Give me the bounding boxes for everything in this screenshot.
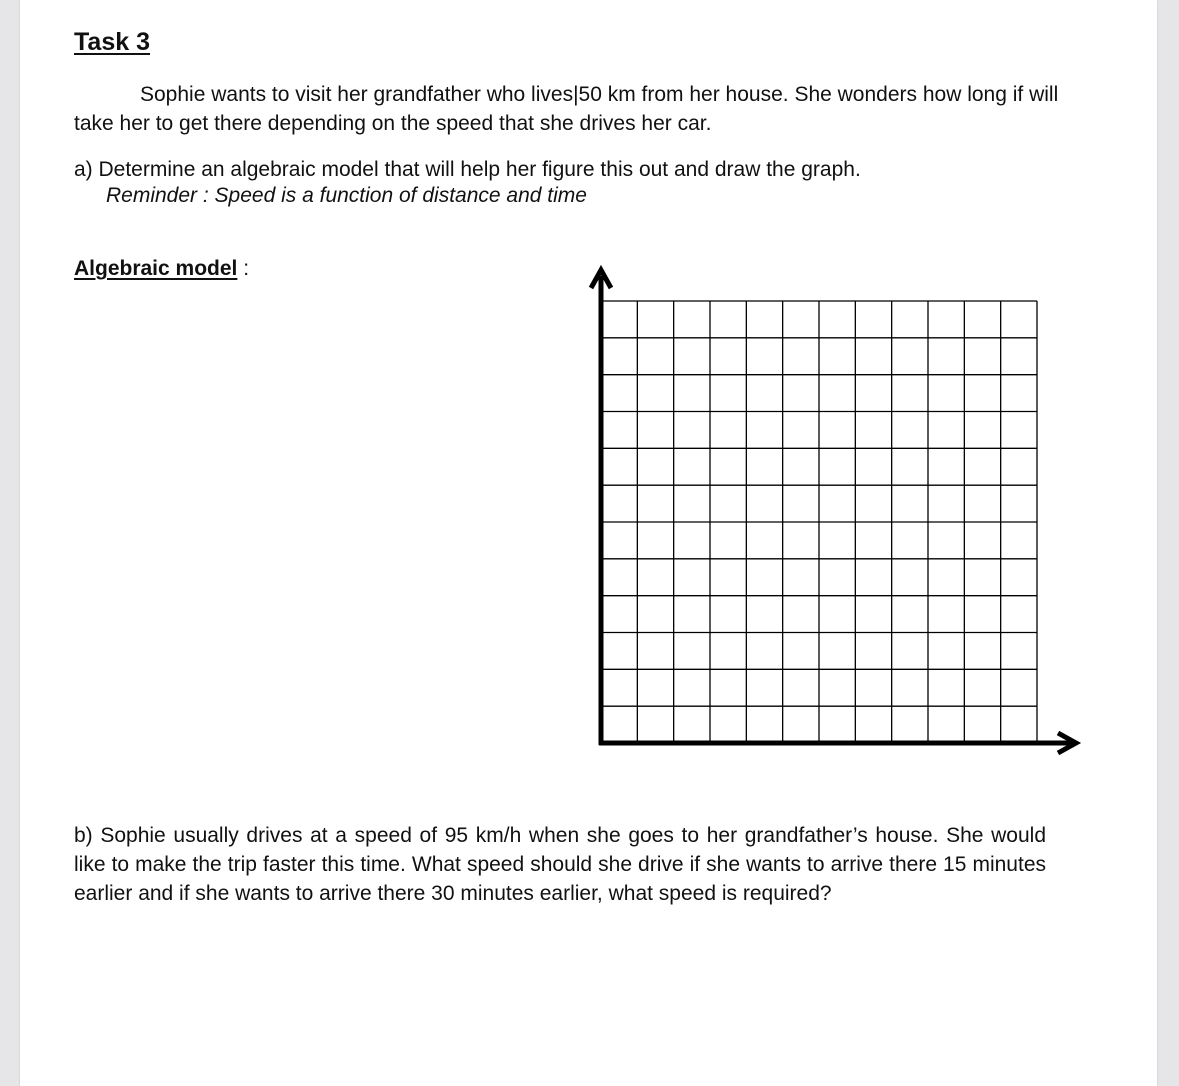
task-title: Task 3: [74, 28, 150, 56]
blank-graph: [580, 258, 1090, 758]
question-a: [74, 157, 861, 209]
question-a-text: a) Determine an algebraic model that will help her figure this out and draw the graph.: [74, 158, 861, 181]
algebraic-model-label: [74, 257, 249, 281]
graph-grid: [601, 301, 1037, 743]
algebraic-model-title: Algebraic model: [74, 257, 238, 280]
question-b: b) Sophie usually drives at a speed of 95 km/h when she goes to her grandfather’s house. She would like to make the trip faster this time. What speed should she drive if she wants to arrive there 15 minutes earlier and if she wants to arrive there 30 minutes earlier, what speed is required?: [74, 824, 1046, 905]
question-a-reminder: Reminder : Speed is a function of distance and time: [106, 184, 587, 207]
algebraic-model-colon: :: [237, 257, 250, 280]
problem-statement: Sophie wants to visit her grandfather who lives|50 km from her house. She wonders how long if will take her to get there depending on the speed that she drives her car.: [74, 83, 1059, 135]
